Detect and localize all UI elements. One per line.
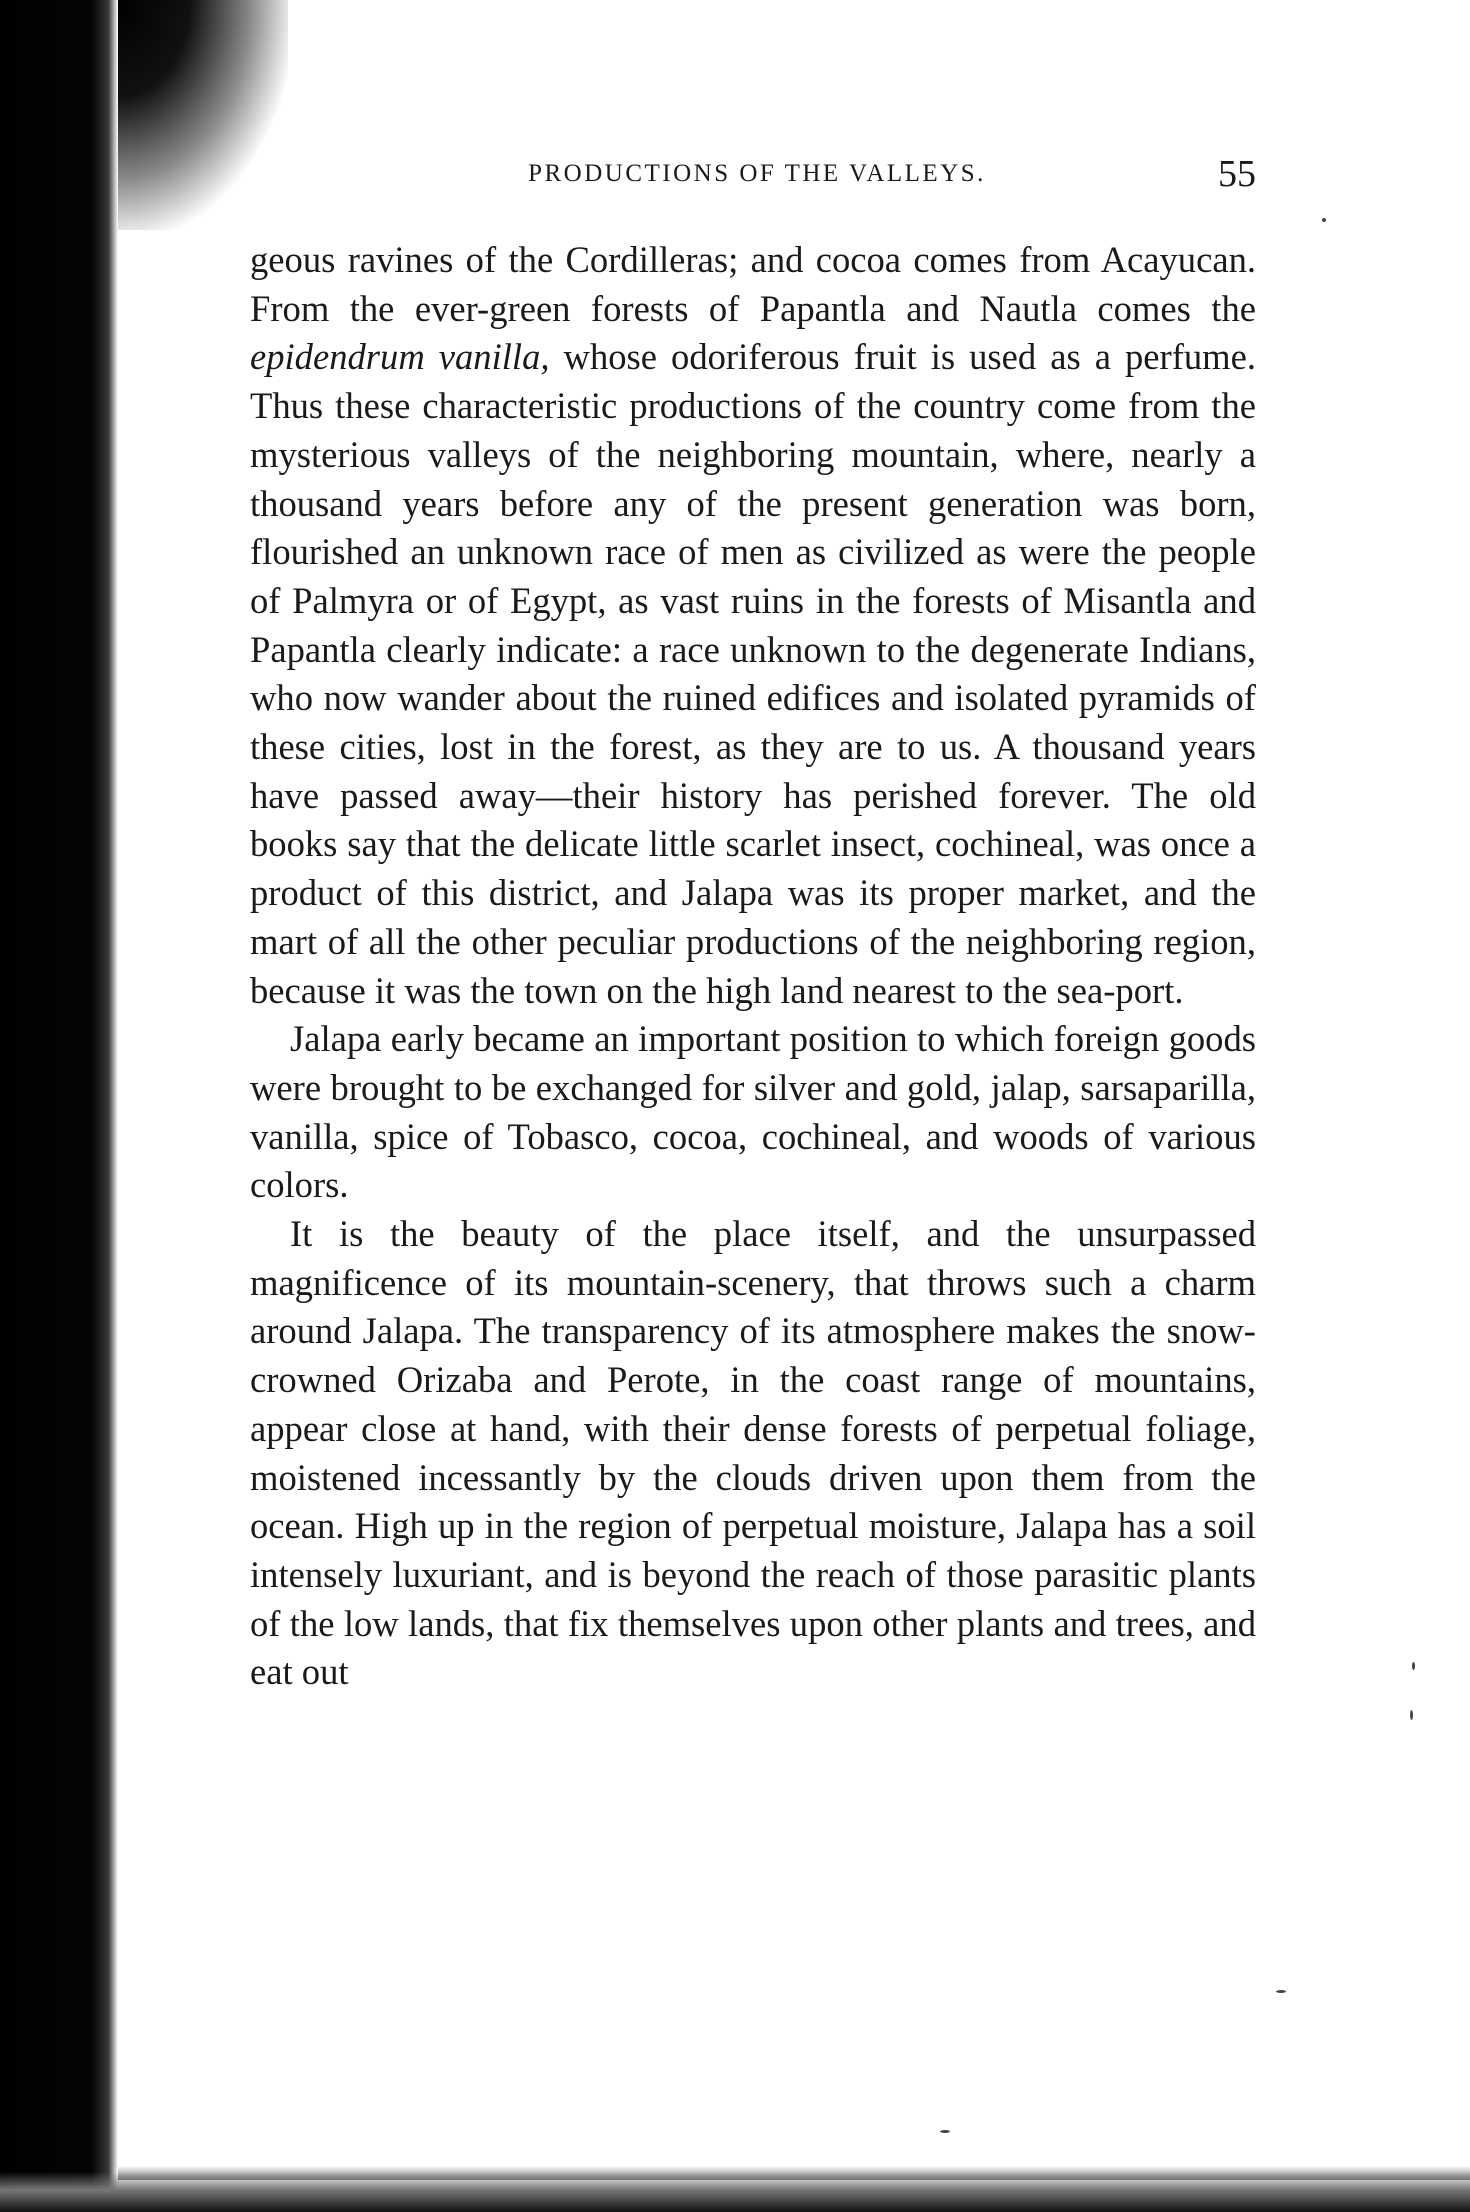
scan-speck [1410,1710,1413,1720]
running-head: PRODUCTIONS OF THE VALLEYS. [528,160,986,187]
scan-speck [1412,1662,1415,1670]
binding-shadow [0,0,118,2212]
page-number: 55 [1218,153,1256,195]
scan-speck [1322,218,1326,222]
scan-speck [940,2130,950,2133]
page-bottom-edge [0,2172,1470,2212]
scan-speck [1276,1990,1286,1993]
body-text [250,236,1256,1697]
paragraph-1-text-b: whose odoriferous fruit is used as a perfume. Thus these characteristic productions of the country come from the mysterious valleys of the neighboring mountain, where, nearly a thousand years before any of the present generation was born, flourished an unknown race of men as civilized as were the people of Palmyra or of Egypt, as vast ruins in the forests of Misantla and Papantla clearly indicate: a race unknown to the degenerate Indians, who now wander about the ruined edifices and isolated pyramids of these cities, lost in the forest, as they are to us. A thousand years have passed away—their history has perished forever. The old books say that the delicate little scarlet insect, cochineal, was once a product of this district, and Jalapa was its proper market, and the mart of all the other peculiar productions of the neighboring region, because it was the town on the high land nearest to the sea-port. [250,336,1256,1011]
paragraph-1-italic: epidendrum vanilla, [250,336,550,378]
paragraph-3: It is the beauty of the place itself, and the unsurpassed magnificence of its mountain-scenery, that throws such a charm around Jalapa. The transparency of its atmosphere makes the snow-crowned Orizaba and Perote, in the coast range of mountains, appear close at hand, with their dense forests of perpetual foliage, moistened incessantly by the clouds driven upon them from the ocean. High up in the region of perpetual moisture, Jalapa has a soil intensely luxuriant, and is beyond the reach of those parasitic plants of the low lands, that fix themselves upon other plants and trees, and eat out [250,1213,1256,1693]
paragraph-1-text-a: geous ravines of the Cordilleras; and cocoa comes from Acayucan. From the ever-green forests of Papantla and Nautla comes the [250,239,1256,329]
page-header [258,152,1256,212]
paragraph-2: Jalapa early became an important position to which foreign goods were brought to be exchanged for silver and gold, jalap, sarsaparilla, vanilla, spice of Tobasco, cocoa, cochineal, and woods of various colors. [250,1018,1256,1206]
paragraph-1 [250,236,1256,1015]
